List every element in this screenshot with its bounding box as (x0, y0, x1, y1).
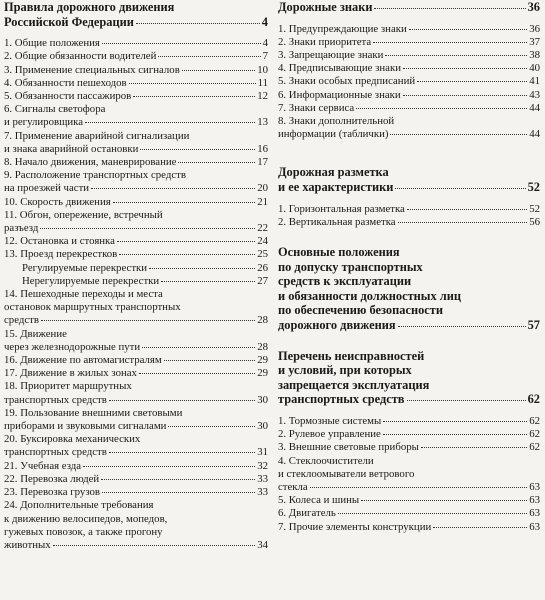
toc-entry-title-line: 19. Пользование внешними световыми (4, 406, 183, 419)
dot-leader (374, 8, 525, 9)
spacer (278, 407, 540, 415)
toc-entry-last-line (4, 182, 268, 195)
page-number: 52 (529, 202, 540, 215)
dot-leader (129, 83, 256, 84)
toc-entry[interactable] (278, 216, 540, 229)
toc-entry-last-line (4, 222, 268, 235)
toc-entry-last-line (4, 420, 268, 433)
toc-entry-title-line: 9. Расположение транспортных средств (4, 169, 186, 182)
toc-entry[interactable] (278, 521, 540, 534)
dot-leader (338, 513, 527, 514)
toc-entry-title-line: средств к эксплуатации (278, 274, 412, 289)
toc-entry[interactable] (4, 37, 268, 50)
dot-leader (101, 479, 255, 480)
toc-entry-last-line (278, 36, 540, 49)
toc-entry[interactable] (4, 380, 268, 406)
dot-leader (356, 108, 527, 109)
toc-entry-title-line: 1. Горизонтальная разметка (278, 202, 405, 215)
toc-entry[interactable] (4, 367, 268, 380)
dot-leader (409, 29, 527, 30)
toc-entry-title-line: 3. Запрещающие знаки (278, 49, 384, 61)
page-number: 31 (257, 446, 268, 459)
toc-entry[interactable] (4, 130, 268, 156)
dot-leader (373, 42, 527, 43)
toc-subentry[interactable] (4, 275, 268, 288)
dot-leader (119, 254, 255, 255)
page-number: 44 (529, 128, 540, 141)
toc-entry-title-line: 7. Применение аварийной сигнализации (4, 129, 190, 142)
toc-entry-title-line: 23. Перевозка грузов (4, 486, 101, 499)
page-number: 36 (529, 22, 540, 35)
page-number: 63 (529, 480, 540, 493)
spacer (278, 237, 540, 245)
dot-leader (102, 43, 261, 44)
toc-entry-title-line: стекла (278, 480, 308, 493)
toc-entry[interactable] (4, 407, 268, 433)
spacer (278, 157, 540, 165)
toc-entry-title-line: 6. Информационные знаки (278, 88, 401, 101)
page-number: 62 (529, 414, 540, 427)
toc-entry-title-line: транспортных средств (4, 393, 107, 406)
toc-entry[interactable] (278, 203, 540, 216)
page-number: 4 (262, 37, 268, 50)
dot-leader (164, 360, 255, 361)
toc-entry-last-line (278, 494, 540, 507)
toc-entry-title-line: 4. Предписывающие знаки (278, 62, 401, 75)
spacer (278, 341, 540, 349)
page-number: 32 (257, 459, 268, 472)
page-number: 63 (529, 520, 540, 533)
spacer (278, 15, 540, 23)
toc-entry-title-line: информации (таблички) (278, 128, 389, 141)
toc-entry-title-line: 2. Вертикальная разметка (278, 215, 396, 228)
toc-section-heading[interactable] (278, 245, 540, 333)
toc-entry-last-line (4, 77, 268, 90)
toc-entry[interactable] (4, 433, 268, 459)
toc-entry-title-line: 8. Начало движения, маневрирование (4, 156, 177, 169)
toc-entry-title-line: транспортных средств (278, 392, 405, 407)
dot-leader (421, 447, 527, 448)
dot-leader (182, 70, 255, 71)
toc-entry[interactable] (4, 50, 268, 63)
dot-leader (113, 202, 256, 203)
dot-leader (133, 96, 255, 97)
page-number: 10 (257, 63, 268, 76)
toc-entry-title-line: 10. Скорость движения (4, 195, 111, 208)
page-number: 62 (529, 441, 540, 454)
toc-entry-last-line (278, 203, 540, 216)
toc-left-column (4, 0, 268, 552)
toc-entry-title-line: Правила дорожного движения (4, 0, 175, 14)
dot-leader (178, 162, 255, 163)
page-number: 30 (257, 393, 268, 406)
dot-leader (109, 400, 255, 401)
toc-entry-last-line (278, 392, 540, 407)
toc-entry[interactable] (278, 441, 540, 454)
toc-entry[interactable] (278, 494, 540, 507)
toc-entry-last-line (278, 507, 540, 520)
toc-section-heading[interactable] (278, 0, 540, 15)
toc-entry[interactable] (4, 235, 268, 248)
toc-entry-last-line (4, 486, 268, 499)
page-number: 26 (257, 261, 268, 274)
dot-leader (158, 56, 260, 57)
page-number: 13 (257, 116, 268, 129)
toc-entry-last-line (4, 90, 268, 103)
page-number: 63 (529, 507, 540, 520)
toc-entry-title-line: 24. Дополнительные требования (4, 499, 154, 512)
toc-entry-last-line (278, 481, 540, 494)
toc-entry-title-line: 4. Обязанности пешеходов (4, 76, 127, 89)
page-number: 41 (529, 75, 540, 88)
toc-entry[interactable] (4, 77, 268, 90)
page-number: 29 (257, 354, 268, 367)
toc-entry-title-line: 5. Колеса и шины (278, 494, 360, 507)
dot-leader (390, 134, 527, 135)
toc-entry[interactable] (278, 415, 540, 428)
toc-entry-last-line (4, 314, 268, 327)
toc-entry-title-line: Дорожная разметка (278, 165, 389, 180)
toc-entry-title-line: и обязанности должностных лиц (278, 288, 461, 303)
page-number: 37 (529, 35, 540, 48)
toc-entry[interactable] (278, 49, 540, 62)
toc-entry[interactable] (4, 473, 268, 486)
toc-entry-title-line: разъезд (4, 222, 39, 235)
toc-entry-last-line (4, 341, 268, 354)
toc-entry[interactable] (4, 499, 268, 552)
page-number: 40 (529, 62, 540, 75)
toc-entry-title-line: 11. Обгон, опережение, встречный (4, 208, 163, 221)
toc-entry-title-line: 1. Тормозные системы (278, 414, 382, 427)
toc-entry-title-line: гужевых повозок, а также прогону (4, 525, 163, 538)
spacer (278, 141, 540, 149)
toc-entry-title-line: 2. Рулевое управление (278, 428, 381, 441)
toc-entry-last-line (278, 75, 540, 88)
toc-entry-title-line: дорожного движения (278, 317, 396, 332)
page-number: 62 (527, 392, 540, 407)
dot-leader (136, 23, 260, 24)
toc-subentry[interactable] (4, 262, 268, 275)
page-number: 30 (257, 420, 268, 433)
toc-entry[interactable] (278, 75, 540, 88)
toc-entry[interactable] (278, 507, 540, 520)
toc-entry-title-line: 8. Знаки дополнительной (278, 115, 395, 128)
toc-entry-last-line (22, 262, 268, 275)
toc-entry-last-line (4, 460, 268, 473)
toc-right-column (278, 0, 540, 534)
toc-entry-title-line: 17. Движение в жилых зонах (4, 367, 137, 380)
dot-leader (168, 426, 255, 427)
toc-entry-title-line: запрещается эксплуатация (278, 377, 430, 392)
toc-entry-last-line (278, 102, 540, 115)
page-number: 34 (257, 538, 268, 551)
toc-entry-last-line (4, 37, 268, 50)
toc-entry-title-line: 20. Буксировка механических (4, 433, 141, 446)
toc-entry-title-line: 3. Внешние световые приборы (278, 441, 419, 454)
toc-entry-title-line: 18. Приоритет маршрутных (4, 380, 132, 393)
toc-entry-last-line (4, 50, 268, 63)
toc-entry-title-line: 16. Движение по автомагистралям (4, 354, 162, 367)
dot-leader (398, 326, 526, 327)
page-number: 63 (529, 494, 540, 507)
toc-entry-last-line (4, 248, 268, 261)
page-number: 17 (257, 156, 268, 169)
dot-leader (395, 188, 525, 189)
toc-entry-last-line (4, 156, 268, 169)
dot-leader (417, 81, 527, 82)
toc-entry-title-line: по обеспечению безопасности (278, 303, 443, 318)
page-number: 16 (257, 142, 268, 155)
dot-leader (403, 95, 528, 96)
page-number: 21 (257, 195, 268, 208)
toc-entry-title-line: 12. Остановка и стоянка (4, 235, 115, 248)
toc-section-heading[interactable] (278, 165, 540, 194)
toc-entry-title-line: животных (4, 538, 51, 551)
toc-entry-title-line: 7. Прочие элементы конструкции (278, 520, 432, 533)
toc-entry-title-line: 15. Движение (4, 327, 67, 340)
page-number: 24 (257, 235, 268, 248)
toc-entry-title-line: и знака аварийной остановки (4, 142, 139, 155)
dot-leader (139, 373, 255, 374)
toc-entry-title-line: 3. Применение специальных сигналов (4, 63, 180, 76)
toc-entry-title-line: Регулируемые перекрестки (22, 261, 148, 274)
dot-leader (433, 527, 527, 528)
toc-entry-last-line (278, 441, 540, 454)
page-number: 4 (261, 14, 268, 29)
page-number: 38 (529, 49, 540, 61)
toc-entry-last-line (278, 128, 540, 141)
toc-entry-last-line (278, 0, 540, 15)
toc-entry-last-line (278, 49, 540, 62)
toc-entry-title-line: Российской Федерации (4, 14, 134, 29)
toc-entry[interactable] (278, 115, 540, 141)
toc-entry-title-line: 1. Предупреждающие знаки (278, 22, 407, 35)
toc-entry-title-line: приборами и звуковыми сигналами (4, 420, 167, 433)
dot-leader (310, 487, 527, 488)
toc-entry[interactable] (4, 486, 268, 499)
page-number: 25 (257, 248, 268, 261)
dot-leader (142, 347, 255, 348)
toc-entry[interactable] (4, 103, 268, 129)
page-number: 28 (257, 314, 268, 327)
toc-entry-last-line (4, 116, 268, 129)
toc-entry-last-line (278, 180, 540, 195)
toc-entry-title-line: 21. Учебная езда (4, 459, 82, 472)
dot-leader (91, 188, 255, 189)
toc-entry[interactable] (278, 62, 540, 75)
spacer (278, 333, 540, 341)
toc-entry[interactable] (278, 89, 540, 102)
toc-entry[interactable] (4, 460, 268, 473)
toc-entry-last-line (278, 428, 540, 441)
toc-entry-title-line: на проезжей части (4, 182, 90, 195)
spacer (278, 229, 540, 237)
page-number: 44 (529, 101, 540, 114)
toc-entry-title-line: транспортных средств (4, 446, 107, 459)
toc-entry-title-line: 4. Стеклоочистители (278, 454, 374, 467)
toc-entry-title-line: Нерегулируемые перекрестки (22, 274, 160, 287)
toc-entry-title-line: 14. Пешеходные переходы и места (4, 288, 163, 301)
toc-entry-last-line (4, 15, 268, 30)
page-number: 28 (257, 340, 268, 353)
toc-entry-last-line (4, 235, 268, 248)
page-number: 7 (262, 50, 268, 63)
toc-entry[interactable] (278, 428, 540, 441)
toc-entry-last-line (278, 89, 540, 102)
page-number: 22 (257, 222, 268, 235)
toc-entry-title-line: Перечень неисправностей (278, 348, 425, 363)
toc-entry-last-line (4, 473, 268, 486)
toc-entry[interactable] (4, 196, 268, 209)
toc-entry[interactable] (4, 248, 268, 261)
dot-leader (40, 228, 255, 229)
toc-entry-title-line: и стеклоомыватели ветрового (278, 467, 415, 480)
toc-entry-last-line (278, 521, 540, 534)
toc-entry[interactable] (4, 90, 268, 103)
page-number: 33 (257, 486, 268, 499)
toc-entry-title-line: и условий, при которых (278, 363, 412, 378)
dot-leader (161, 281, 255, 282)
toc-entry[interactable] (4, 64, 268, 77)
toc-entry-title-line: остановок маршрутных транспортных (4, 301, 181, 314)
toc-entry[interactable] (4, 328, 268, 354)
toc-entry-title-line: 7. Знаки сервиса (278, 101, 355, 114)
dot-leader (407, 209, 527, 210)
toc-entry-last-line (22, 275, 268, 288)
page-number: 57 (527, 317, 540, 332)
toc-entry-title-line: через железнодорожные пути (4, 340, 141, 353)
dot-leader (403, 68, 527, 69)
toc-section-heading[interactable] (278, 349, 540, 407)
toc-entry-last-line (4, 196, 268, 209)
toc-entry-last-line (4, 143, 268, 156)
dot-leader (398, 222, 528, 223)
toc-entry-title-line: 6. Сигналы светофора (4, 103, 106, 116)
toc-entry-last-line (278, 318, 540, 333)
toc-entry[interactable] (4, 354, 268, 367)
toc-entry[interactable] (4, 169, 268, 195)
toc-entry-title-line: 2. Общие обязанности водителей (4, 50, 157, 63)
dot-leader (407, 400, 526, 401)
spacer (278, 149, 540, 157)
toc-entry[interactable] (278, 23, 540, 36)
toc-entry-last-line (278, 23, 540, 36)
toc-entry[interactable] (278, 455, 540, 495)
page-number: 36 (527, 0, 540, 14)
toc-entry[interactable] (278, 36, 540, 49)
page-number: 12 (257, 90, 268, 102)
dot-leader (361, 500, 527, 501)
page-number: 56 (529, 215, 540, 228)
toc-entry-title-line: 5. Знаки особых предписаний (278, 75, 416, 88)
dot-leader (140, 149, 255, 150)
dot-leader (109, 452, 255, 453)
page-number: 27 (257, 274, 268, 287)
toc-entry-title-line: средств (4, 314, 39, 327)
page-number: 29 (257, 367, 268, 380)
dot-leader (41, 320, 255, 321)
page-number: 43 (529, 88, 540, 101)
toc-entry-last-line (4, 367, 268, 380)
toc-entry-title-line: 22. Перевозка людей (4, 472, 100, 485)
toc-entry-last-line (4, 539, 268, 552)
dot-leader (85, 122, 255, 123)
toc-entry-last-line (278, 62, 540, 75)
spacer (4, 29, 268, 37)
toc-entry-last-line (4, 394, 268, 407)
toc-entry-last-line (4, 446, 268, 459)
toc-entry-title-line: по допуску транспортных (278, 259, 423, 274)
toc-entry-title-line: 6. Двигатель (278, 507, 336, 520)
toc-entry-last-line (278, 415, 540, 428)
dot-leader (383, 421, 527, 422)
page-number: 20 (257, 182, 268, 195)
dot-leader (385, 55, 527, 56)
toc-entry[interactable] (4, 209, 268, 235)
page-number: 11 (257, 76, 268, 89)
toc-entry-title-line: и регулировщика (4, 116, 84, 129)
toc-entry-last-line (4, 64, 268, 77)
toc-entry[interactable] (4, 156, 268, 169)
toc-entry-title-line: и ее характеристики (278, 180, 394, 195)
toc-entry-title-line: Основные положения (278, 245, 400, 260)
toc-entry-title-line: Дорожные знаки (278, 0, 373, 14)
toc-entry[interactable] (4, 288, 268, 328)
page-number: 62 (529, 428, 540, 441)
page-number: 52 (527, 180, 540, 195)
dot-leader (117, 241, 255, 242)
dot-leader (383, 434, 527, 435)
toc-entry-title-line: 5. Обязанности пассажиров (4, 90, 132, 102)
toc-entry-last-line (4, 354, 268, 367)
toc-entry-title-line: 13. Проезд перекрестков (4, 248, 118, 261)
dot-leader (102, 492, 255, 493)
toc-entry[interactable] (278, 102, 540, 115)
spacer (278, 195, 540, 203)
toc-entry-last-line (278, 216, 540, 229)
dot-leader (53, 545, 256, 546)
toc-entry-title-line: 1. Общие положения (4, 37, 100, 50)
dot-leader (83, 466, 255, 467)
toc-entry-title-line: 2. Знаки приоритета (278, 35, 372, 48)
toc-section-heading[interactable] (4, 0, 268, 29)
toc-entry-title-line: к движению велосипедов, мопедов, (4, 512, 168, 525)
page-number: 33 (257, 472, 268, 485)
dot-leader (149, 268, 255, 269)
